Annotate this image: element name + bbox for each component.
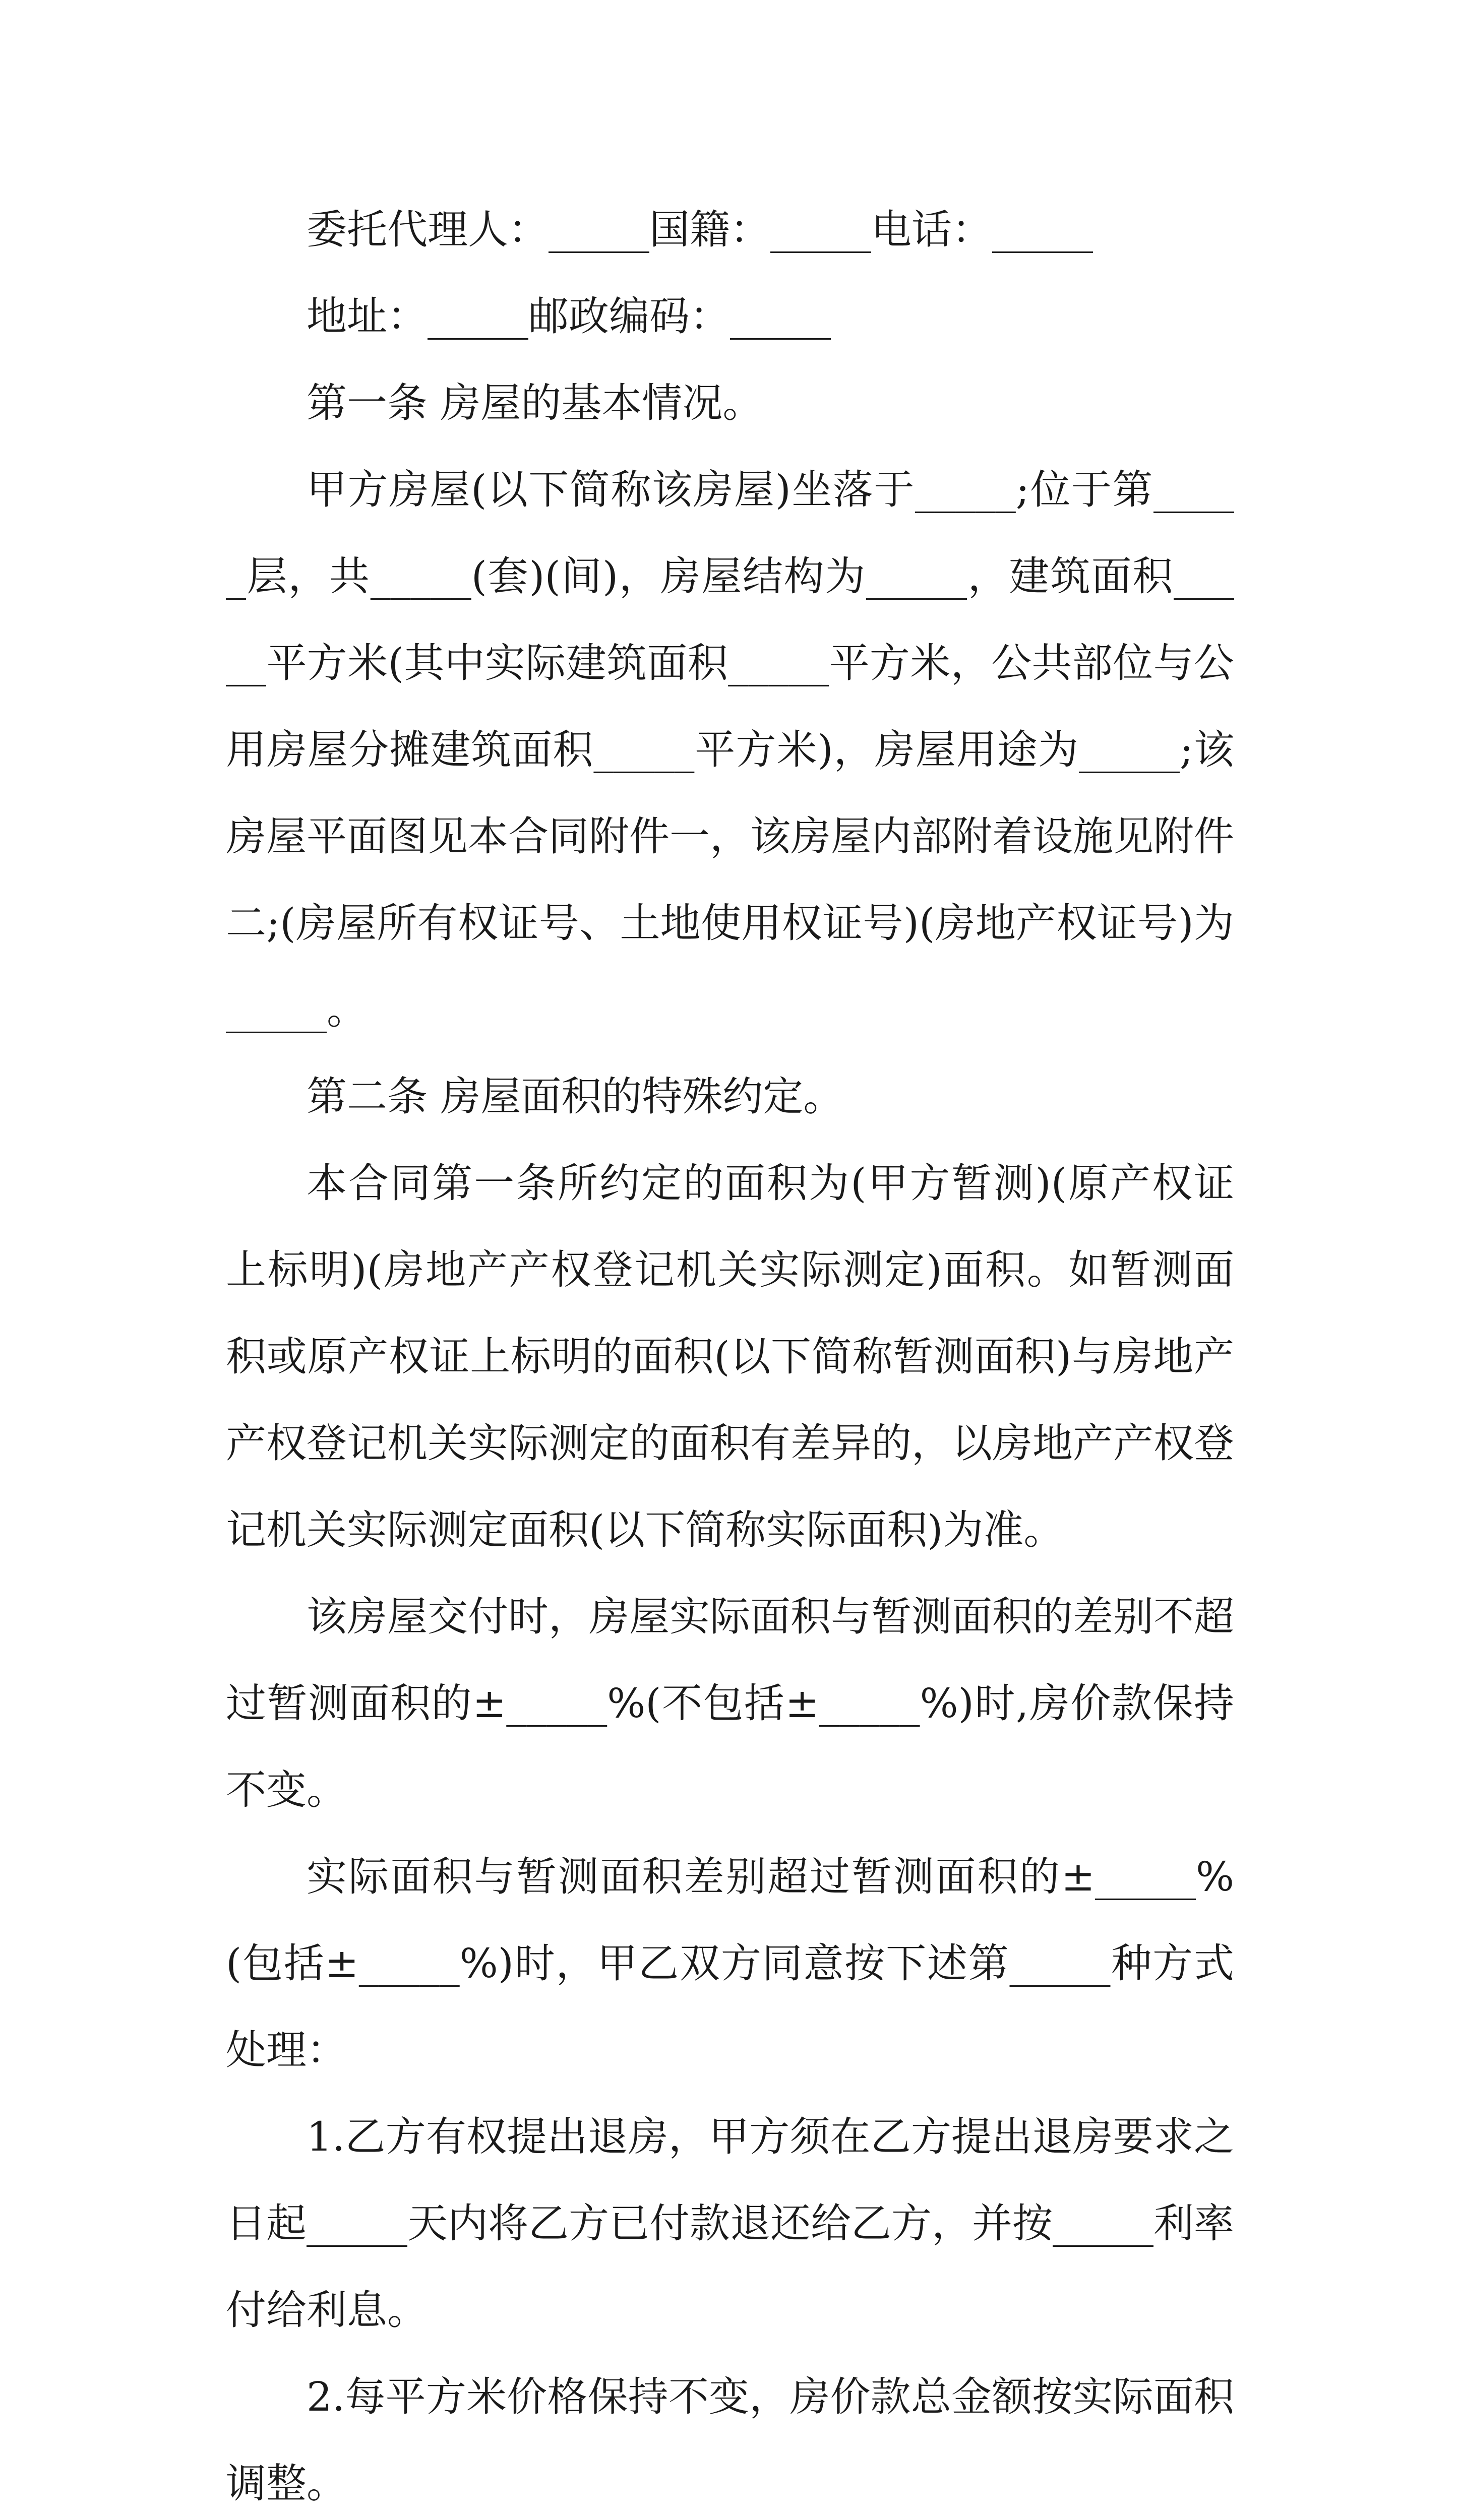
option-1-paragraph: 1.乙方有权提出退房，甲方须在乙方提出退房要求之日起_____天内将乙方已付款退还给乙方，并按_____利率付给利息。 (226, 2113, 1234, 2334)
article-1-body: 甲方房屋(以下简称该房屋)坐落于_____;位于第_____层，共_____(套)(间)，房屋结构为_____，建筑面积_____平方米(其中实际建筑面积_____平方米，公共部位与公用房屋分摊建筑面积_____平方米)，房屋用途为_____;该房屋平面图见本合同附件一，该房屋内部附着设施见附件二;(房屋所有权证号、土地使用权证号)(房地产权证号)为_____。 (226, 466, 1234, 1033)
agent-info-line: 委托代理人：_____国籍：_____电话：_____ (307, 206, 1093, 253)
article-2-heading: 第二条 房屋面积的特殊约定。 (307, 1073, 844, 1120)
area-excess-paragraph: 实际面积与暂测面积差别超过暂测面积的±_____%(包括±_____%)时，甲乙双方同意按下述第_____种方式处理： (226, 1853, 1234, 2073)
address-line: 地址：_____邮政编码：_____ (307, 293, 831, 340)
document-page (226, 186, 1234, 2520)
option-2-paragraph: 2.每平方米价格保持不变，房价款总金额按实际面积调整。 (226, 2373, 1234, 2507)
article-1-heading: 第一条 房屋的基本情况。 (307, 380, 763, 426)
article-2-body: 本合同第一条所约定的面积为(甲方暂测)(原产权证上标明)(房地产产权登记机关实际测定)面积。如暂测面积或原产权证上标明的面积(以下简称暂测面积)与房地产产权登记机关实际测定的面积有差异的，以房地产产权登记机关实际测定面积(以下简称实际面积)为准。 (226, 1160, 1234, 1553)
area-tolerance-paragraph: 该房屋交付时，房屋实际面积与暂测面积的差别不超过暂测面积的±_____%(不包括±_____%)时,房价款保持不变。 (226, 1593, 1234, 1813)
